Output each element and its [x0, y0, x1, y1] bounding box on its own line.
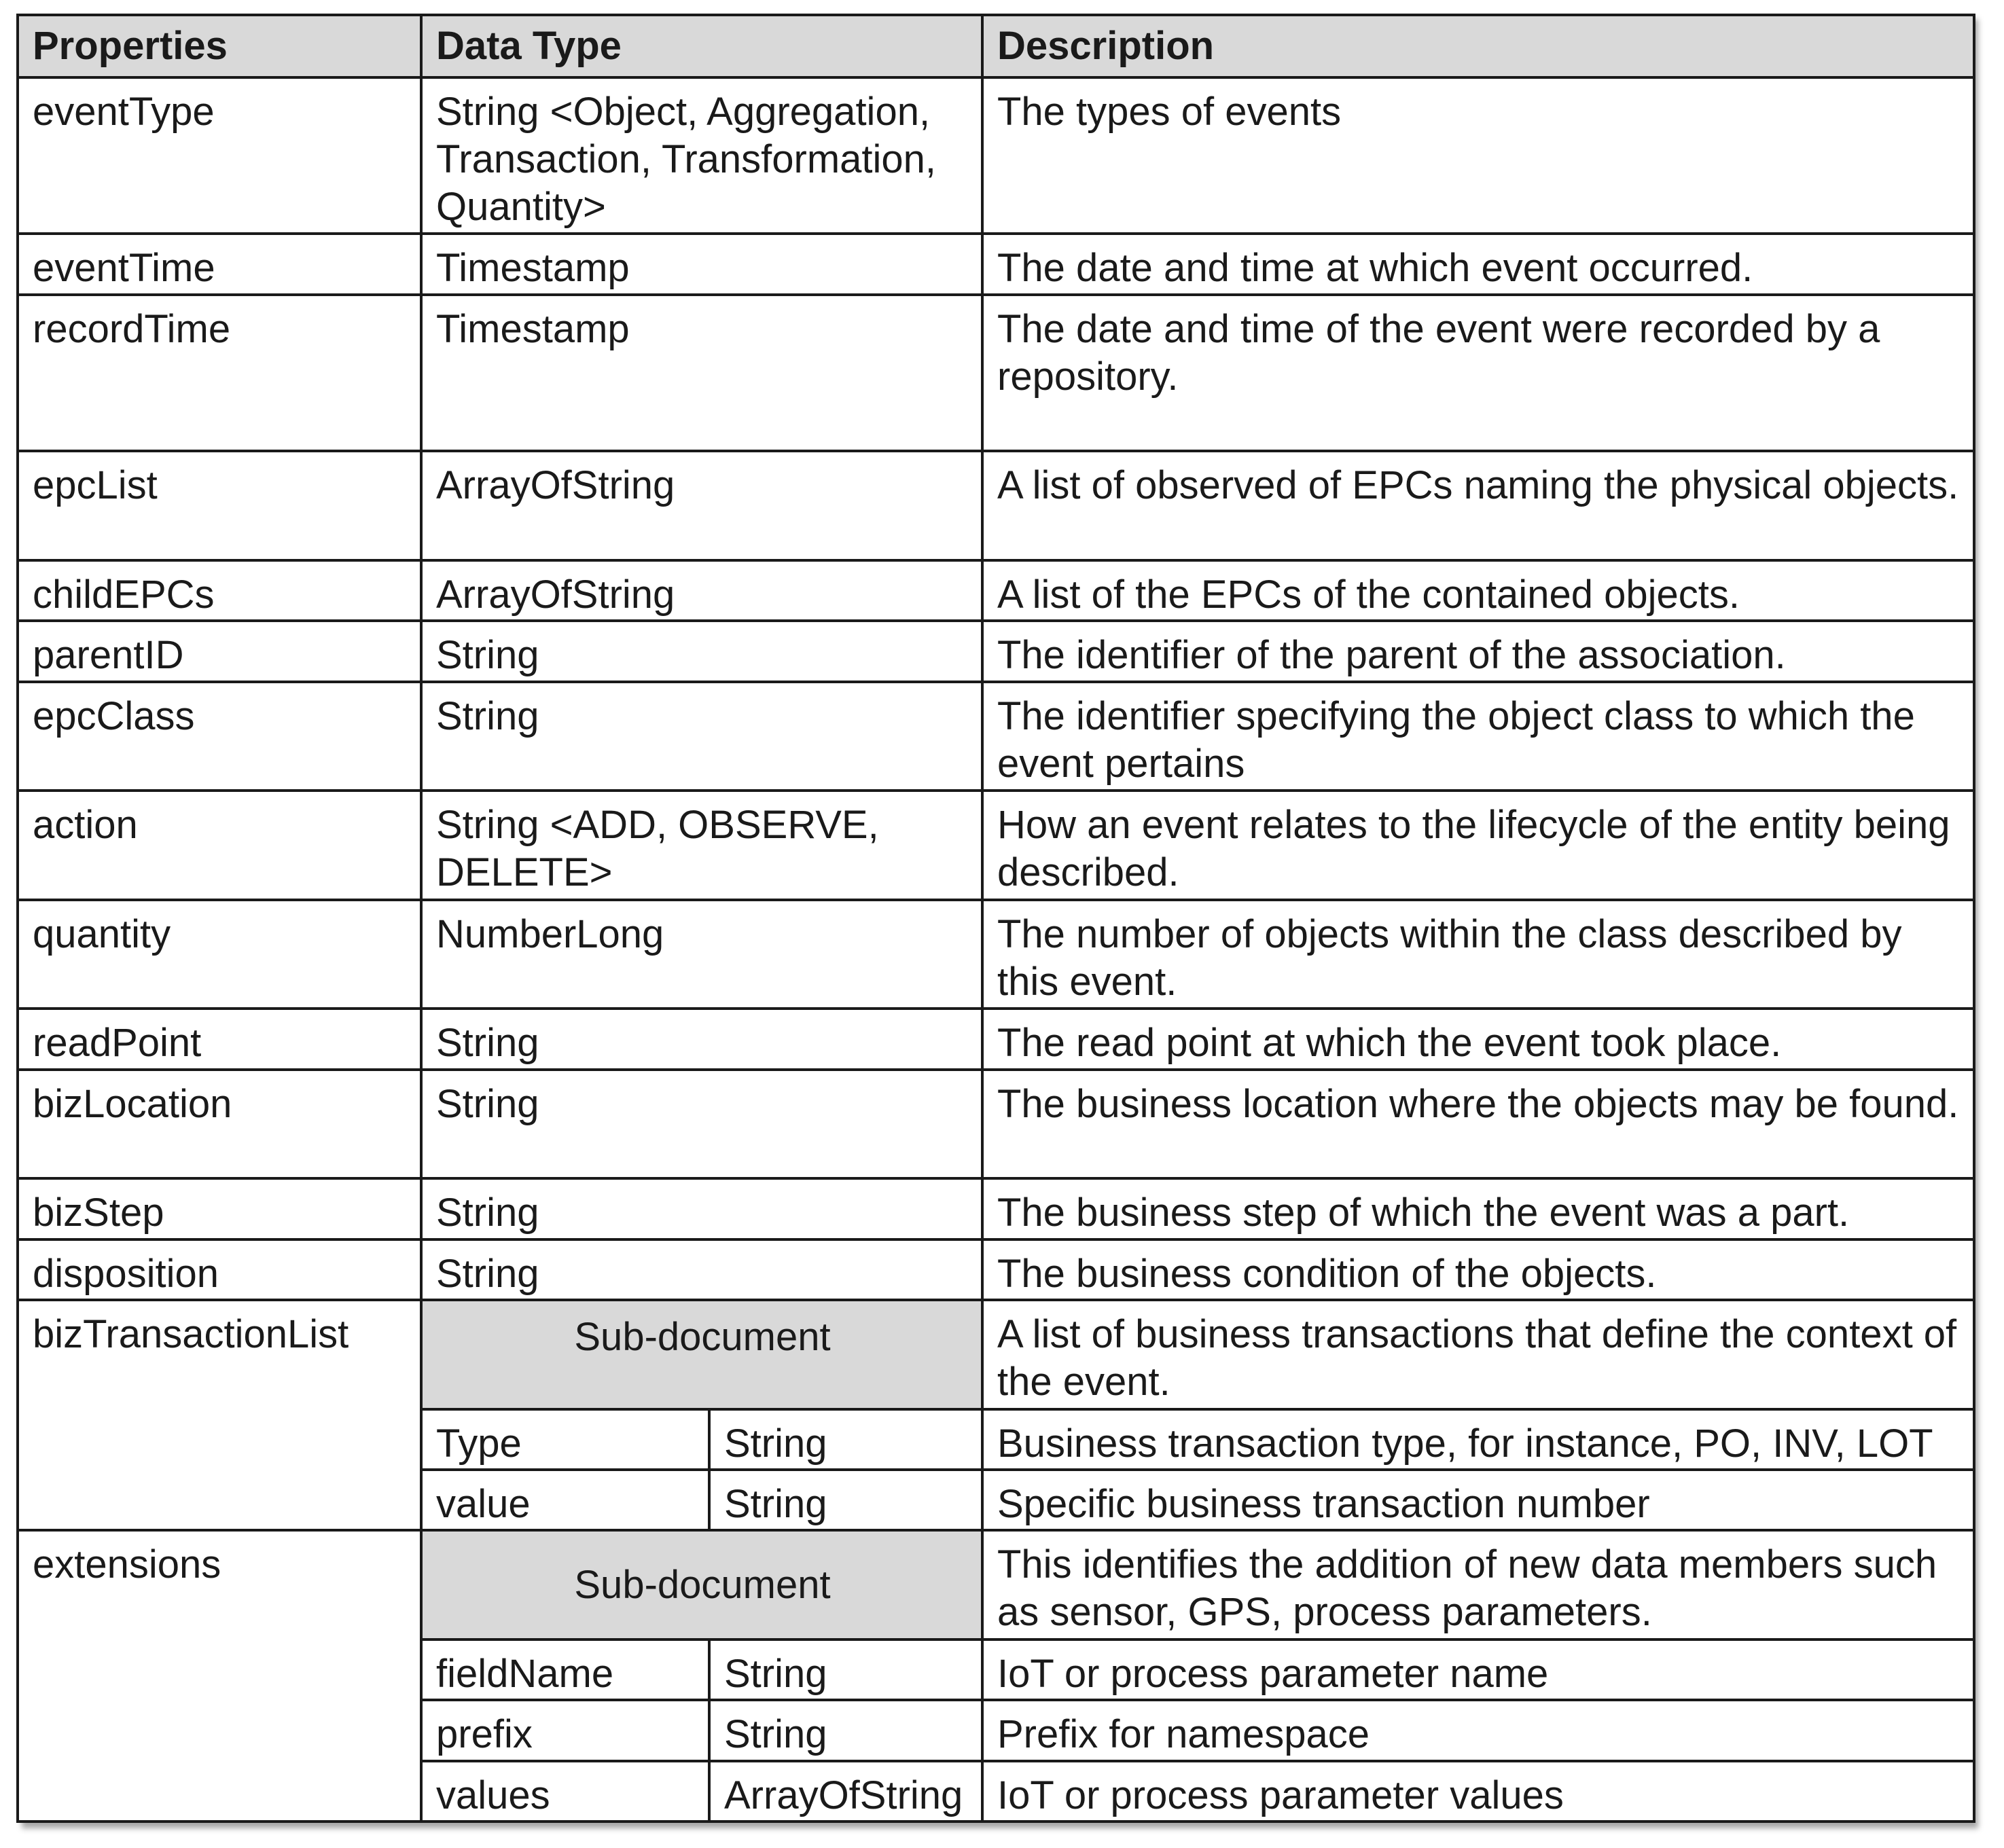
table-row	[18, 1009, 1974, 1069]
sub-type-cell: String	[709, 1639, 982, 1700]
header-description: Description	[982, 15, 1974, 77]
table-row	[18, 621, 1974, 681]
header-properties: Properties	[18, 15, 421, 77]
property-cell: disposition	[18, 1239, 421, 1300]
description-cell: The identifier of the parent of the association.	[982, 621, 1974, 681]
sub-type-cell: String	[709, 1409, 982, 1470]
data-type-cell: NumberLong	[421, 900, 982, 1009]
sub-field-cell: values	[421, 1761, 709, 1822]
table-row-extensions	[18, 1530, 1974, 1639]
table-row	[18, 234, 1974, 294]
sub-field-cell: value	[421, 1470, 709, 1530]
table-row	[18, 1178, 1974, 1239]
property-cell: eventTime	[18, 234, 421, 294]
header-data-type: Data Type	[421, 15, 982, 77]
data-type-cell: ArrayOfString	[421, 451, 982, 560]
data-type-cell: String	[421, 1239, 982, 1300]
header-row	[18, 15, 1974, 77]
table-row	[18, 77, 1974, 234]
sub-field-cell: prefix	[421, 1700, 709, 1760]
subdocument-cell: Sub-document	[421, 1530, 982, 1639]
property-cell: extensions	[18, 1530, 421, 1822]
data-type-cell: String	[421, 1178, 982, 1239]
property-cell: readPoint	[18, 1009, 421, 1069]
property-cell: epcList	[18, 451, 421, 560]
property-cell: action	[18, 791, 421, 900]
description-cell: The date and time of the event were recorded by a repository.	[982, 295, 1974, 452]
data-type-cell: String	[421, 1070, 982, 1179]
description-cell: A list of business transactions that define the context of the event.	[982, 1300, 1974, 1409]
sub-field-cell: Type	[421, 1409, 709, 1470]
data-type-cell: String	[421, 682, 982, 791]
data-type-cell: String	[421, 621, 982, 681]
properties-table	[16, 14, 1975, 1823]
description-cell: The business location where the objects may be found.	[982, 1070, 1974, 1179]
data-type-cell: ArrayOfString	[421, 560, 982, 621]
sub-field-cell: fieldName	[421, 1639, 709, 1700]
property-cell: quantity	[18, 900, 421, 1009]
table-row	[18, 295, 1974, 452]
sub-type-cell: String	[709, 1700, 982, 1760]
table-row	[18, 451, 1974, 560]
data-type-cell: Timestamp	[421, 295, 982, 452]
description-cell: The types of events	[982, 77, 1974, 234]
data-type-cell: String	[421, 1009, 982, 1069]
description-cell: Prefix for namespace	[982, 1700, 1974, 1760]
property-cell: recordTime	[18, 295, 421, 452]
description-cell: The number of objects within the class described by this event.	[982, 900, 1974, 1009]
property-cell: bizStep	[18, 1178, 421, 1239]
property-cell: childEPCs	[18, 560, 421, 621]
description-cell: A list of the EPCs of the contained objects.	[982, 560, 1974, 621]
data-type-cell: Timestamp	[421, 234, 982, 294]
table-row	[18, 791, 1974, 900]
description-cell: A list of observed of EPCs naming the physical objects.	[982, 451, 1974, 560]
table-row	[18, 900, 1974, 1009]
description-cell: Specific business transaction number	[982, 1470, 1974, 1530]
table-row	[18, 1070, 1974, 1179]
sub-type-cell: ArrayOfString	[709, 1761, 982, 1822]
data-type-cell: String <Object, Aggregation, Transaction, Transformation, Quantity>	[421, 77, 982, 234]
description-cell: IoT or process parameter values	[982, 1761, 1974, 1822]
property-cell: bizLocation	[18, 1070, 421, 1179]
property-cell: epcClass	[18, 682, 421, 791]
table-row	[18, 1239, 1974, 1300]
description-cell: The identifier specifying the object class to which the event pertains	[982, 682, 1974, 791]
property-cell: parentID	[18, 621, 421, 681]
description-cell: Business transaction type, for instance, PO, INV, LOT	[982, 1409, 1974, 1470]
description-cell: This identifies the addition of new data members such as sensor, GPS, process parameters.	[982, 1530, 1974, 1639]
table-row	[18, 682, 1974, 791]
description-cell: IoT or process parameter name	[982, 1639, 1974, 1700]
sub-type-cell: String	[709, 1470, 982, 1530]
data-type-cell: String <ADD, OBSERVE, DELETE>	[421, 791, 982, 900]
properties-table-frame	[16, 14, 1973, 1823]
table-row-biz-transaction-list	[18, 1300, 1974, 1409]
table-row	[18, 560, 1974, 621]
description-cell: The date and time at which event occurred.	[982, 234, 1974, 294]
property-cell: bizTransactionList	[18, 1300, 421, 1530]
description-cell: The business step of which the event was a part.	[982, 1178, 1974, 1239]
description-cell: The read point at which the event took place.	[982, 1009, 1974, 1069]
description-cell: How an event relates to the lifecycle of the entity being described.	[982, 791, 1974, 900]
property-cell: eventType	[18, 77, 421, 234]
subdocument-cell: Sub-document	[421, 1300, 982, 1409]
description-cell: The business condition of the objects.	[982, 1239, 1974, 1300]
